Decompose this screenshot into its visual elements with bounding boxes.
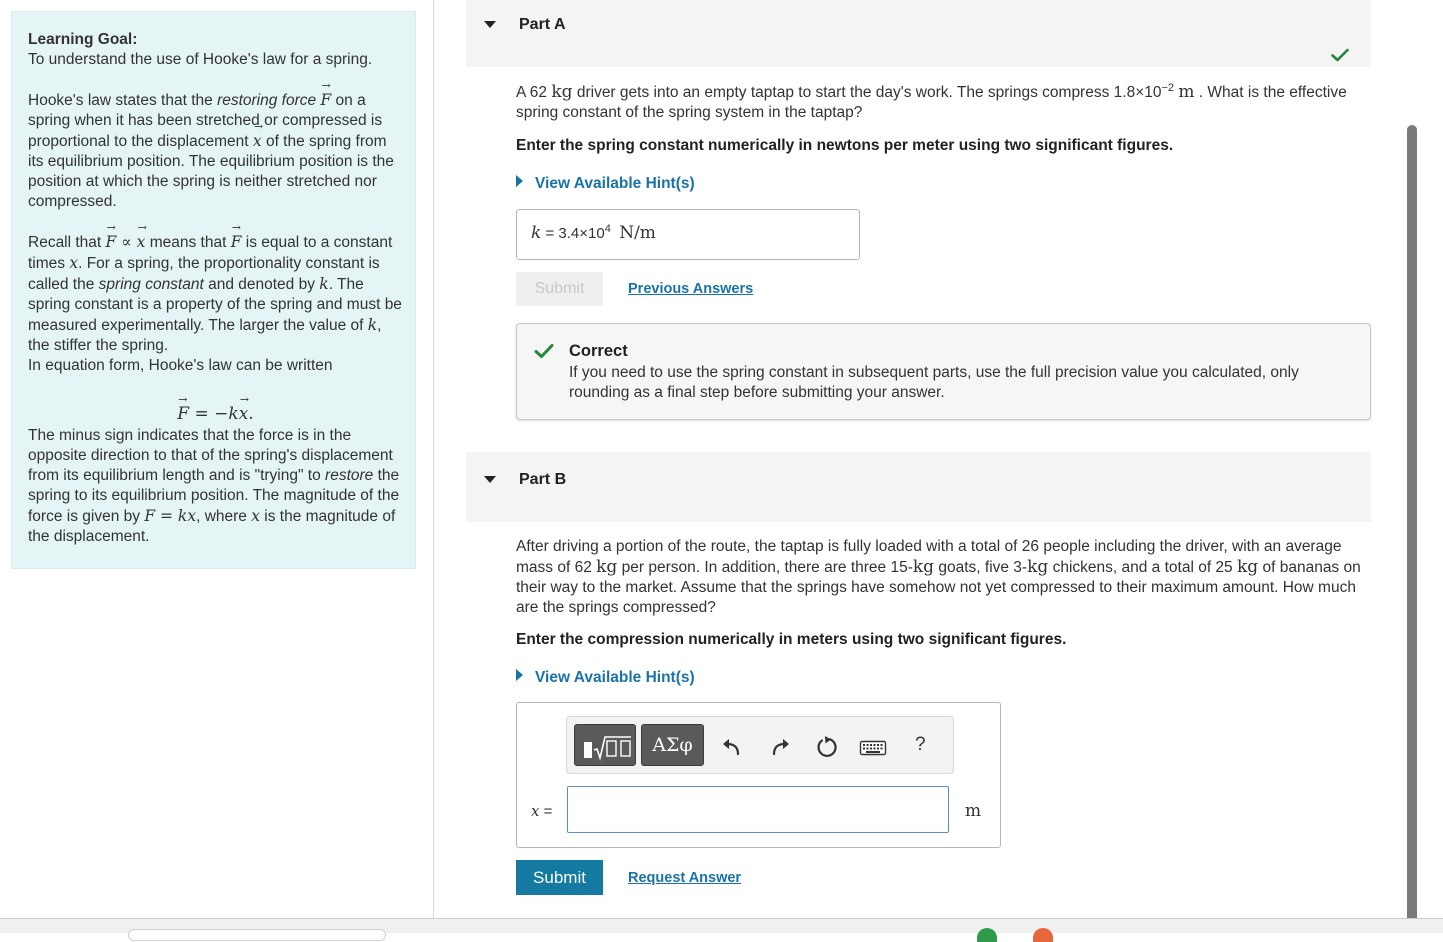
part-a-hint-link[interactable]: View Available Hint(s) — [516, 174, 695, 194]
scrollbar-thumb[interactable] — [1407, 125, 1417, 925]
previous-answers-link[interactable]: Previous Answers — [628, 281, 754, 297]
collapse-caret-icon[interactable] — [484, 476, 496, 483]
status-dot-orange-icon — [1033, 928, 1053, 942]
feedback-title: Correct — [569, 342, 628, 360]
math-toolbar — [566, 716, 954, 774]
part-b-header[interactable] — [466, 452, 1371, 522]
part-b-title: Part B — [519, 471, 567, 488]
answer-variable-label: x = — [531, 802, 553, 820]
part-a-instruction: Enter the spring constant numerically in newtons per meter using two significant figures. — [516, 137, 1174, 154]
answer-unit-label: m — [965, 801, 982, 821]
learning-goal-text: To understand the use of Hooke's law for a spring. — [28, 51, 373, 68]
completed-check-icon — [1331, 48, 1349, 62]
part-a-answer-display: $k = 3.4\times 10^4$ N/m — [516, 209, 860, 260]
reset-icon[interactable] — [814, 734, 840, 760]
part-b-submit-button[interactable]: Submit — [516, 860, 603, 895]
correct-feedback-box — [516, 323, 1371, 420]
templates-icon — [575, 725, 637, 767]
help-button[interactable]: ? — [915, 734, 926, 755]
compression-answer-input[interactable] — [567, 786, 949, 833]
expand-triangle-icon — [516, 175, 523, 187]
bottom-bar — [0, 918, 1443, 933]
force-vector-symbol: → F — [320, 90, 331, 110]
bottom-pill[interactable] — [128, 929, 386, 941]
part-b-answer-area — [516, 702, 1001, 848]
templates-button[interactable] — [574, 724, 636, 766]
greek-symbols-button[interactable]: ΑΣφ — [641, 724, 704, 766]
part-a-answer-unit: N/m — [619, 223, 656, 243]
part-a-title: Part A — [519, 16, 566, 33]
minus-sign-paragraph: The minus sign indicates that the force is in the opposite direction to that of the spring's displacement from its equilibrium length and is "trying" to restore the spring to its equilibrium position. The magnitude of the force is given by F = kx, where x is the magnitude of the displacement. — [28, 427, 400, 545]
request-answer-link[interactable]: Request Answer — [628, 870, 742, 886]
keyboard-icon[interactable] — [859, 734, 887, 760]
learning-goal-heading: Learning Goal: — [28, 31, 138, 48]
expand-triangle-icon — [516, 669, 523, 681]
hookes-law-paragraph: Hooke's law states that the restoring force → F on a spring when it has been stretched or compressed is proportional to the displacement → x of the spring from its equilibrium position. The equilibrium position is the position at which the spring is neither stretched nor compressed. — [28, 90, 403, 212]
part-a-answer-value: 3.4×10 — [558, 225, 605, 242]
part-a-submit-button[interactable]: Submit — [516, 272, 603, 306]
part-b-instruction: Enter the compression numerically in meters using two significant figures. — [516, 631, 1067, 648]
displacement-vector-symbol: → x — [253, 131, 262, 151]
panel-divider — [433, 0, 434, 918]
part-a-header[interactable] — [466, 0, 1371, 67]
correct-check-icon — [534, 343, 554, 359]
status-dot-green-icon — [977, 928, 997, 942]
part-b-question: After driving a portion of the route, the taptap is fully loaded with a total of 26 people including the driver, with an average mass of 62 kg per person. In addition, there are three 15-kg goats, five 3-kg chickens, and a total of 25 kg of bananas on their way to the market. Assume that the springs have somehow not yet compressed to their maximum amount. How much are the springs compressed? — [516, 538, 1361, 616]
collapse-caret-icon[interactable] — [484, 21, 496, 28]
undo-icon[interactable] — [718, 734, 744, 760]
redo-icon[interactable] — [768, 734, 794, 760]
proportionality-paragraph: Recall that → F ∝ → x means that → F is equal to a constant times x. For a spring, the proportionality constant is called the spring constant and denoted by k. The spring constant is a property of the spring and must be measured experimentally. The larger the value of k, the stiffer the spring. In equation form, Hooke's law can be written — [28, 232, 403, 376]
feedback-message: If you need to use the spring constant in subsequent parts, use the full precision value you calculated, only rounding as a final step before submitting your answer. — [569, 364, 1299, 401]
hookes-law-equation: → F = −k→ x. — [28, 404, 403, 424]
part-b-hint-link[interactable]: View Available Hint(s) — [516, 668, 695, 688]
part-a-question: A 62 kg driver gets into an empty taptap to start the day's work. The springs compress $1.8\times 10^{-2}$ m . What is the effective spring constant of the spring system in the taptap? — [516, 81, 1347, 121]
learning-goal-panel — [11, 11, 416, 569]
